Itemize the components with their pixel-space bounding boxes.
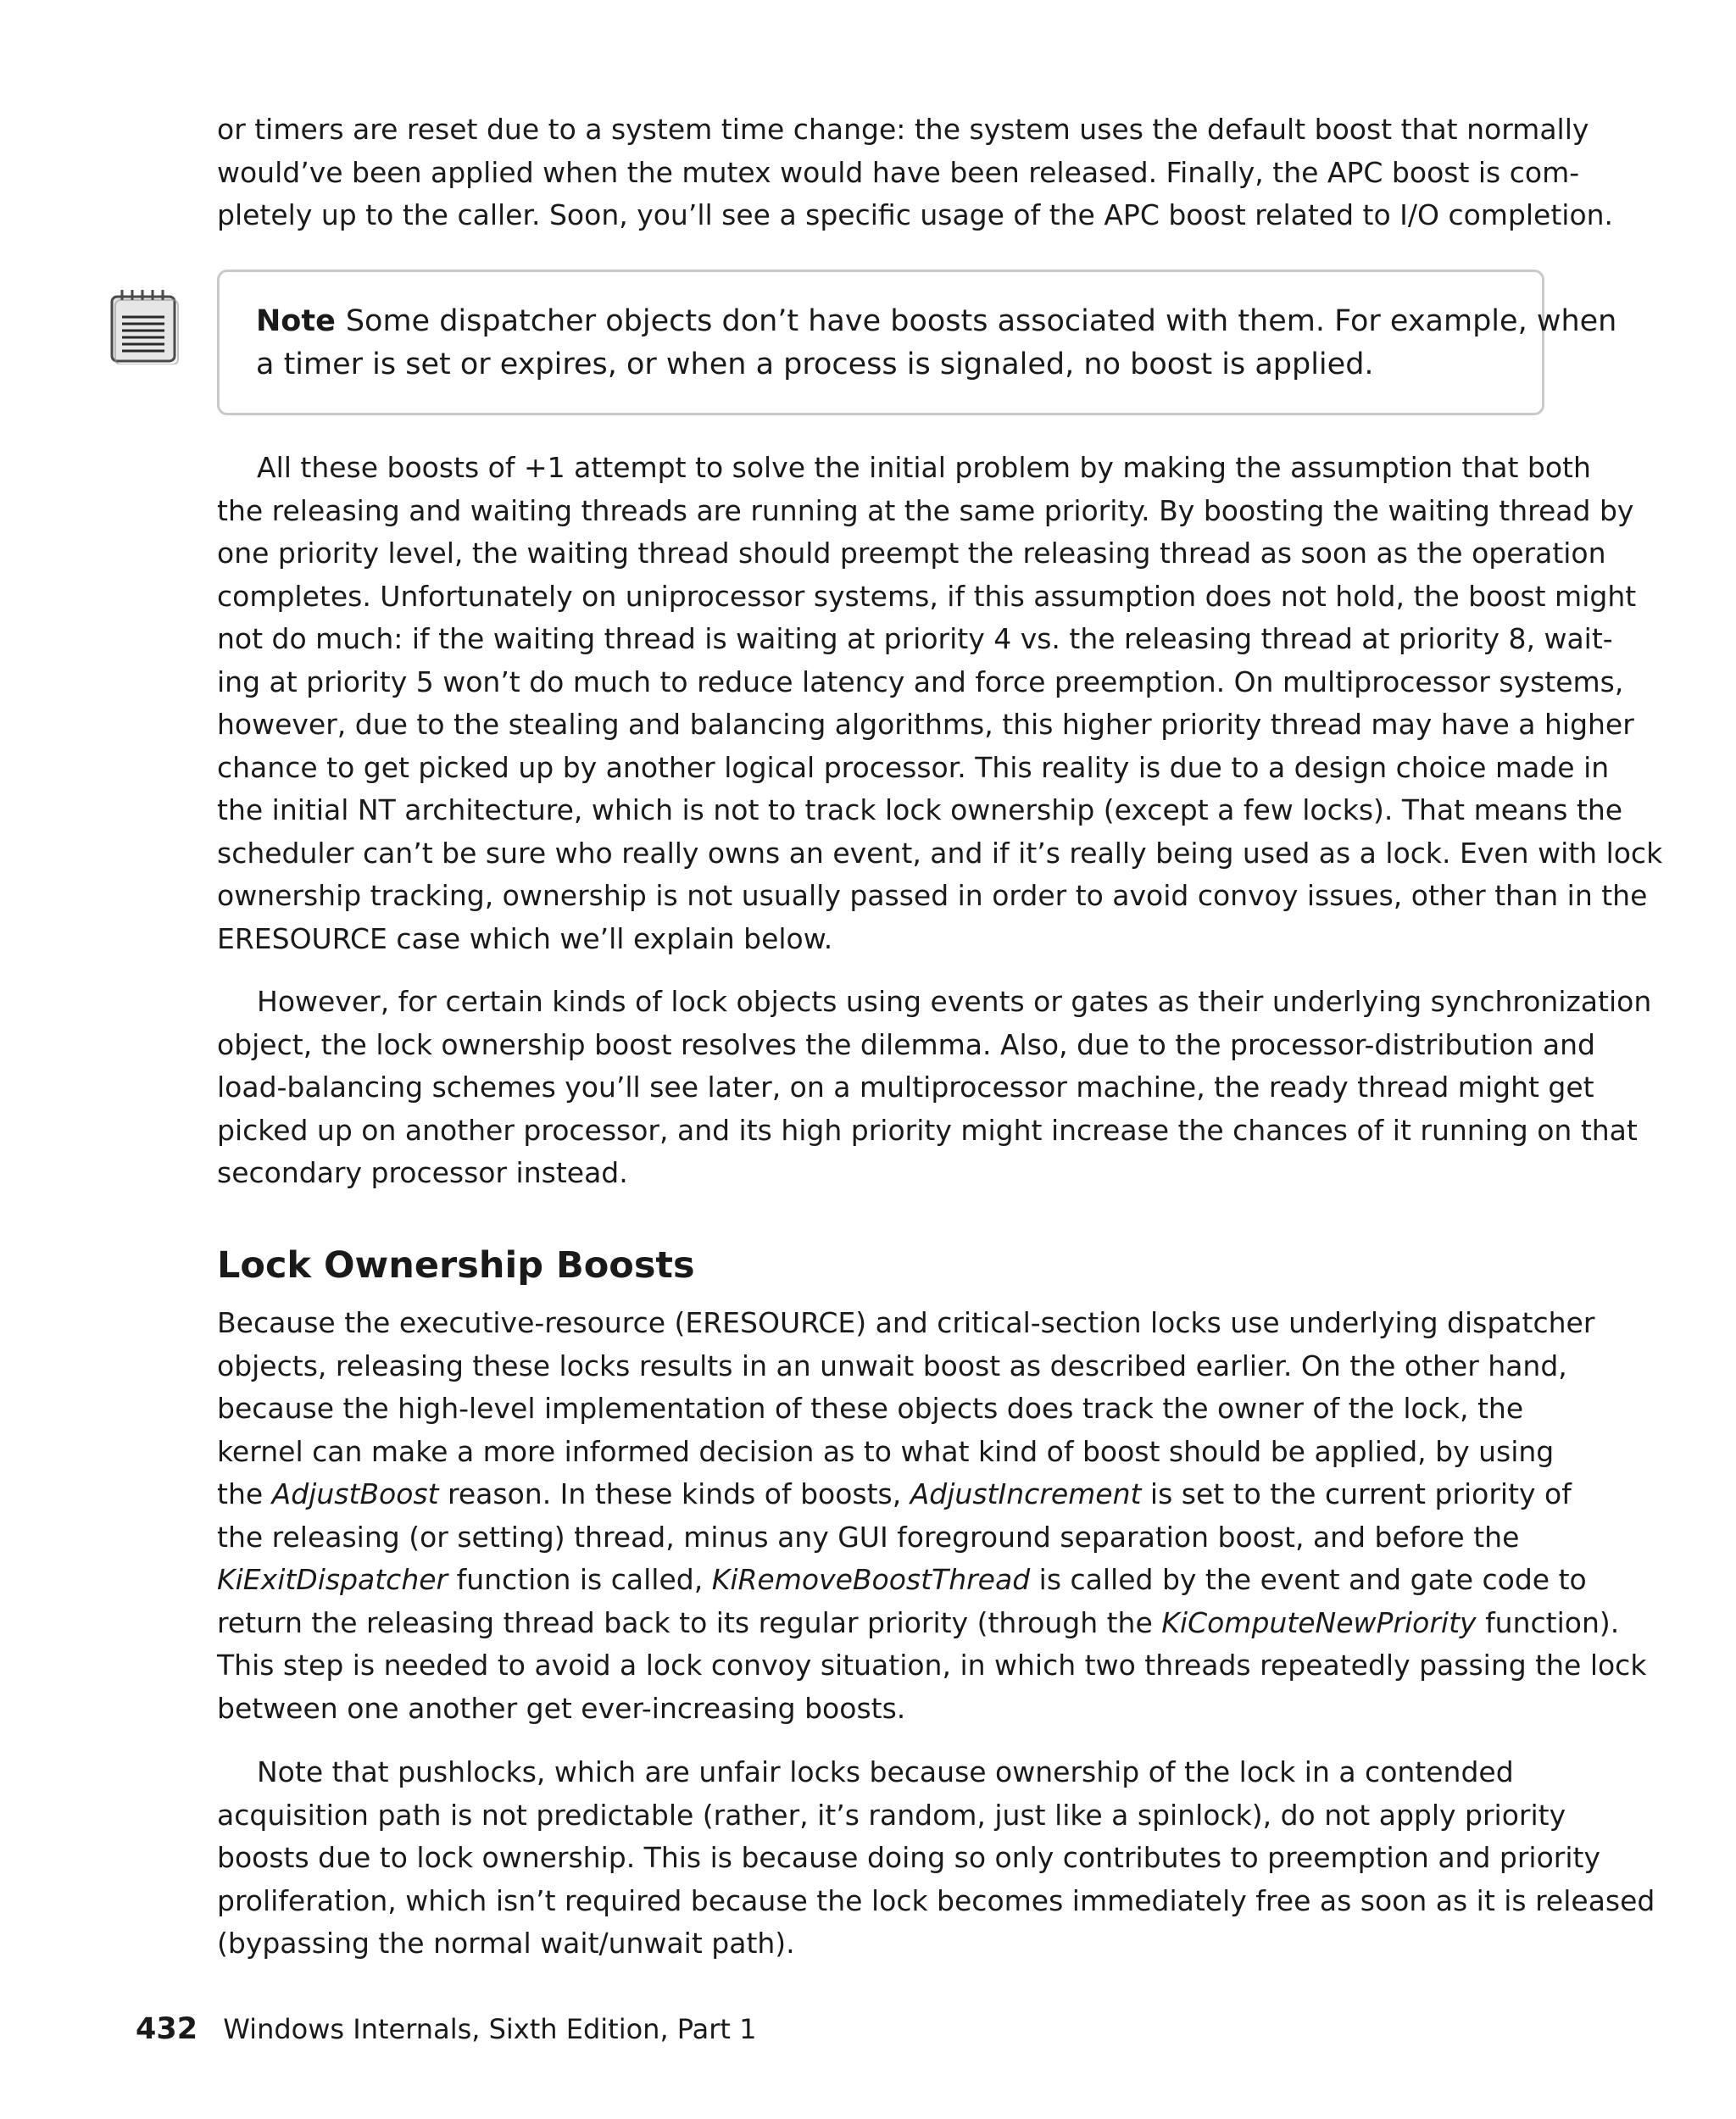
text-line: However, for certain kinds of lock objects using events or gates as their underlying synchronization bbox=[257, 985, 1652, 1018]
paragraph-lock-ownership bbox=[217, 1302, 1647, 1730]
text-line: Note that pushlocks, which are unfair locks because ownership of the lock in a contended bbox=[257, 1755, 1514, 1788]
text-line: or timers are reset due to a system time change: the system uses the default boost that normally bbox=[217, 113, 1589, 146]
text-line: however, due to the stealing and balancing algorithms, this higher priority thread may have a higher bbox=[217, 708, 1634, 741]
text-line: completes. Unfortunately on uniprocessor systems, if this assumption does not hold, the boost might bbox=[217, 579, 1637, 613]
code-term: AdjustBoost bbox=[271, 1477, 439, 1510]
text-line: Because the executive-resource (ERESOURCE) and critical-section locks use underlying dispatcher bbox=[217, 1306, 1595, 1339]
paragraph-intro bbox=[217, 108, 1614, 237]
text-line: acquisition path is not predictable (rather, it’s random, just like a spinlock), do not apply priority bbox=[217, 1798, 1566, 1832]
text-line: the initial NT architecture, which is not to track lock ownership (except a few locks). That means the bbox=[217, 793, 1623, 826]
note-text bbox=[256, 300, 1616, 387]
text-line: picked up on another processor, and its high priority might increase the chances of it running on that bbox=[217, 1113, 1638, 1147]
text-line bbox=[217, 1559, 1587, 1602]
text-line: secondary processor instead. bbox=[217, 1156, 628, 1189]
text-span: function). bbox=[1476, 1605, 1620, 1639]
page-number: 432 bbox=[136, 2012, 198, 2046]
text-line: ing at priority 5 won’t do much to reduce latency and force preemption. On multiprocessor systems, bbox=[217, 665, 1624, 698]
text-line: between one another get ever-increasing boosts. bbox=[217, 1691, 906, 1725]
text-span: is called by the event and gate code to bbox=[1030, 1563, 1587, 1596]
page-footer bbox=[136, 2012, 757, 2046]
text-line: objects, releasing these locks results in an unwait boost as described earlier. On the other hand, bbox=[217, 1349, 1567, 1382]
paragraph-however bbox=[217, 981, 1652, 1195]
text-span: function is called, bbox=[448, 1563, 712, 1596]
text-line: one priority level, the waiting thread should preempt the releasing thread as soon as the operation bbox=[217, 537, 1606, 570]
code-term: KiComputeNewPriority bbox=[1161, 1605, 1477, 1639]
text-line: All these boosts of +1 attempt to solve the initial problem by making the assumption that both bbox=[257, 451, 1591, 484]
book-title: Windows Internals, Sixth Edition, Part 1 bbox=[223, 2013, 757, 2045]
text-line: boosts due to lock ownership. This is because doing so only contributes to preemption and priority bbox=[217, 1841, 1600, 1874]
paragraph-pushlocks bbox=[217, 1751, 1655, 1966]
note-text-line: Some dispatcher objects don’t have boosts associated with them. For example, when bbox=[345, 304, 1617, 338]
text-span: reason. In these kinds of boosts, bbox=[438, 1477, 910, 1510]
text-line: scheduler can’t be sure who really owns an event, and if it’s really being used as a lock. Even with lock bbox=[217, 836, 1663, 870]
text-span: the bbox=[217, 1477, 272, 1510]
text-line: ERESOURCE case which we’ll explain below. bbox=[217, 921, 833, 955]
text-line: object, the lock ownership boost resolves the dilemma. Also, due to the processor-distribution and bbox=[217, 1027, 1596, 1061]
text-line: proliferation, which isn’t required because the lock becomes immediately free as soon as it is released bbox=[217, 1883, 1655, 1917]
code-term: KiExitDispatcher bbox=[217, 1563, 448, 1596]
text-line: ownership tracking, ownership is not usually passed in order to avoid convoy issues, other than in the bbox=[217, 879, 1648, 912]
text-line: This step is needed to avoid a lock convoy situation, in which two threads repeatedly passing the lock bbox=[217, 1649, 1647, 1682]
paragraph-boosts bbox=[217, 447, 1663, 960]
text-line: not do much: if the waiting thread is waiting at priority 4 vs. the releasing thread at priority 8, wait- bbox=[217, 622, 1613, 655]
text-line: chance to get picked up by another logical processor. This reality is due to a design choice made in bbox=[217, 750, 1610, 784]
note-text-line: a timer is set or expires, or when a process is signaled, no boost is applied. bbox=[256, 348, 1374, 381]
notepad-icon bbox=[108, 288, 180, 364]
text-line: (bypassing the normal wait/unwait path). bbox=[217, 1927, 795, 1960]
text-line: because the high-level implementation of these objects does track the owner of the lock, the bbox=[217, 1392, 1524, 1425]
note-line bbox=[256, 300, 1616, 343]
text-span: is set to the current priority of bbox=[1141, 1477, 1572, 1510]
text-line: kernel can make a more informed decision as to what kind of boost should be applied, by using bbox=[217, 1434, 1555, 1468]
text-line: pletely up to the caller. Soon, you’ll see a specific usage of the APC boost related to I/O completion. bbox=[217, 198, 1614, 231]
section-heading: Lock Ownership Boosts bbox=[217, 1244, 695, 1287]
code-term: KiRemoveBoostThread bbox=[711, 1563, 1031, 1596]
text-line: load-balancing schemes you’ll see later, on a multiprocessor machine, the ready thread might get bbox=[217, 1071, 1594, 1104]
text-line: the releasing (or setting) thread, minus any GUI foreground separation boost, and before the bbox=[217, 1520, 1520, 1554]
text-span: return the releasing thread back to its regular priority (through the bbox=[217, 1605, 1162, 1639]
text-line: the releasing and waiting threads are running at the same priority. By boosting the waiting thread by bbox=[217, 493, 1634, 527]
text-line: would’ve been applied when the mutex would have been released. Finally, the APC boost is com- bbox=[217, 155, 1580, 189]
text-line bbox=[217, 1602, 1620, 1645]
note-label: Note bbox=[256, 304, 336, 338]
text-line bbox=[217, 1473, 1572, 1516]
code-term: AdjustIncrement bbox=[910, 1477, 1142, 1510]
